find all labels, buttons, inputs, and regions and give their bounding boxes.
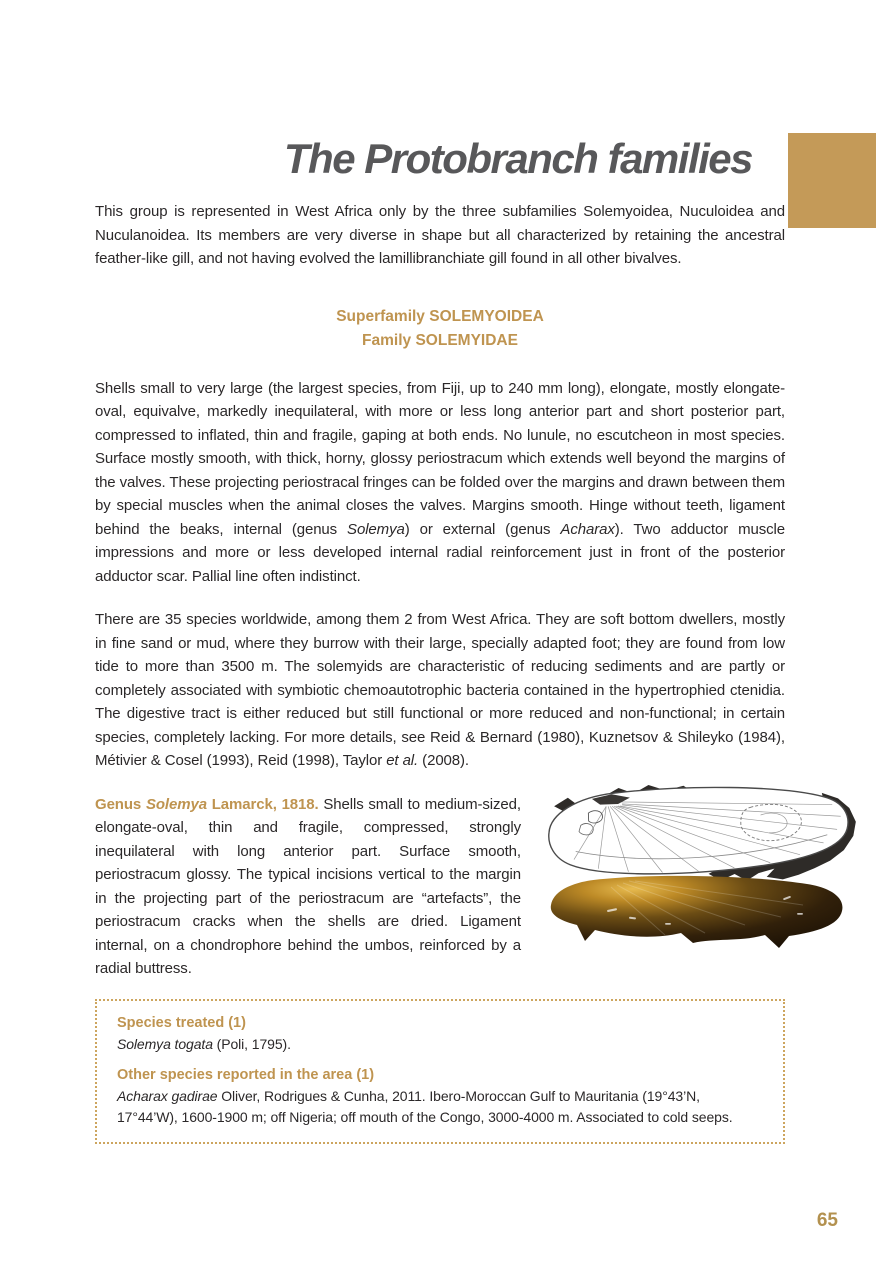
genus-section — [95, 793, 785, 981]
other-species-entry: Acharax gadirae Oliver, Rodrigues & Cunha, 2011. Ibero-Moroccan Gulf to Mauritania (19°43’N, 17°44’W), 1600-1900 m; off Nigeria; off mouth of the Congo, 3000-4000 m. Associated to cold seeps. — [117, 1087, 733, 1125]
shell-figure-svg — [535, 777, 873, 955]
page-number: 65 — [816, 1210, 838, 1231]
species-treated-label: Species treated (1) — [117, 1014, 246, 1031]
other-species-label: Other species reported in the area (1) — [117, 1066, 375, 1083]
species-treated-entry: Solemya togata (Poli, 1795). — [117, 1035, 291, 1052]
family-heading: Family SOLEMYIDAE — [362, 331, 518, 349]
taxon-heading — [95, 305, 785, 353]
intro-paragraph: This group is represented in West Africa only by the three subfamilies Solemyoidea, Nuculoidea and Nuculanoidea. Its members are very diverse in shape but all characterized by retaining the ancestral feather-like gill, and not having evolved the lamillibranchiate gill found in all other bivalves. — [95, 203, 785, 268]
solemya-shell-interior-drawing — [547, 777, 858, 887]
shell-figure — [535, 777, 873, 955]
page-title: The Protobranch families — [283, 135, 752, 182]
genus-paragraph: Genus Solemya Lamarck, 1818. Shells small to medium-sized, elongate-oval, thin and fragile, compressed, strongly inequilateral with long anterior part. Surface smooth, periostracum glossy. The typical incisions vertical to the margin in the projecting part of the periostracum are “artefacts”, the periostracum cracks when the shells are dried. Ligament internal, on a chondrophore behind the umbos, reinforced by a radial buttress. — [95, 795, 521, 978]
distribution-paragraph: There are 35 species worldwide, among them 2 from West Africa. They are soft bottom dwellers, mostly in fine sand or mud, where they burrow with their large, specially adapted foot; they are found from low tide to more than 3500 m. The solemyids are characteristic of reducing sediments and are partly or completely associated with symbiotic chemoautotrophic bacteria contained in the hypertrophied ctenidia. The digestive tract is either reduced but still functional or more reduced and non-functional; in certain species, completely lacking. For more details, see Reid & Bernard (1980), Kuznetsov & Shileyko (1984), Métivier & Cosel (1993), Reid (1998), Taylor et al. (2008). — [95, 611, 785, 770]
solemya-shell-photo — [551, 876, 843, 948]
superfamily-heading: Superfamily SOLEMYOIDEA — [336, 307, 544, 325]
species-box — [95, 999, 785, 1144]
page-content — [95, 0, 785, 1144]
family-description-paragraph: Shells small to very large (the largest species, from Fiji, up to 240 mm long), elongate, mostly elongate-oval, equivalve, markedly inequilateral, with more or less long anterior part and short posterior part, compressed to inflated, thin and fragile, gaping at both ends. No lunule, no escutcheon in most species. Surface mostly smooth, with thick, horny, glossy periostracum which extends well beyond the margins of the valves. These projecting periostracal fringes can be folded over the margins and drawn between them by special muscles when the animal closes the valves. Margins smooth. Hinge without teeth, ligament behind the beaks, internal (genus Solemya) or external (genus Acharax). Two adductor muscle impressions and more or less developed internal radial reinforcement just in front of the posterior adductor scar. Pallial line often indistinct. — [95, 379, 786, 585]
title-row — [95, 136, 785, 182]
gold-corner-block — [788, 133, 876, 228]
